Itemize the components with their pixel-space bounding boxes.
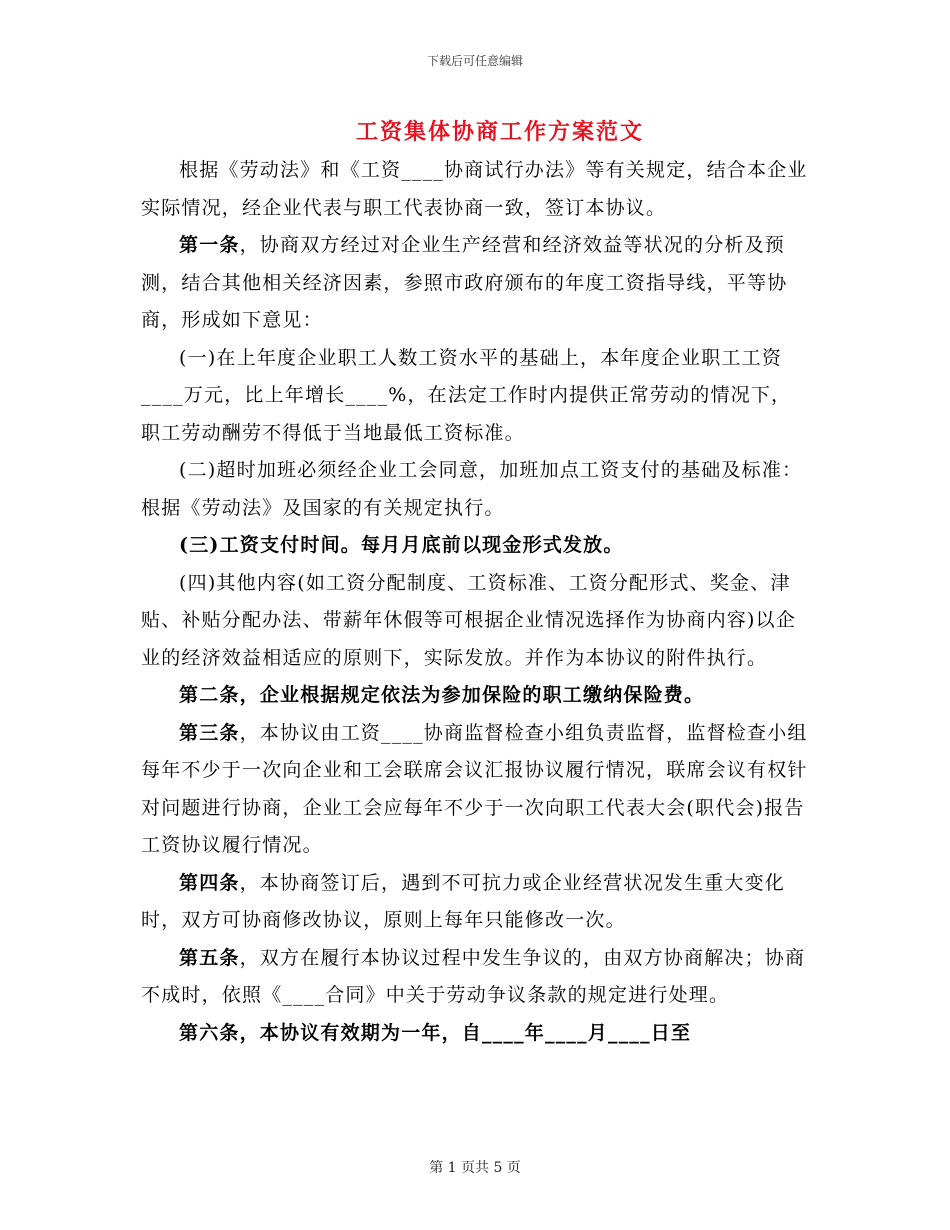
paragraph-text: ，协商双方经过对企业生产经营和经济效益等状况的分析及预测，结合其他相关经济因素，参照市政府颁布的年度工资指导线，平等协商，形成如下意见： [141, 234, 788, 331]
page-number: 第 1 页共 5 页 [429, 1160, 521, 1176]
paragraph-text: (一)在上年度企业职工人数工资水平的基础上，本年度企业职工工资____万元，比上年增长____%，在法定工作时内提供正常劳动的情况下，职工劳动酬劳不得低于当地最低工资标准。 [141, 346, 792, 444]
header-note: 下载后可任意编辑 [426, 54, 523, 68]
paragraph-text: ，双方在履行本协议过程中发生争议的，由双方协商解决；协商不成时，依照《____合同》中关于劳动争议条款的规定进行处理。 [141, 946, 806, 1006]
paragraph-text: (二)超时加班必须经企业工会同意，加班加点工资支付的基础及标准：根据《劳动法》及国家的有关规定执行。 [141, 459, 803, 519]
document-title: 工资集体协商工作方案范文 [355, 119, 644, 145]
article-heading: 第一条 [179, 234, 240, 256]
article-heading: 第五条 [179, 946, 240, 969]
article-2 [141, 677, 811, 715]
paragraph-text: ，本协商签订后，遇到不可抗力或企业经营状况发生重大变化时，双方可协商修改协议，原则上每年只能修改一次。 [141, 871, 786, 931]
paragraph-text: 第二条，企业根据规定依法为参加保险的职工缴纳保险费。 [179, 684, 705, 706]
paragraph-text: ，本协议由工资____协商监督检查小组负责监督，监督检查小组每年不少于一次向企业和工会联席会议汇报协议履行情况，联席会议有权针对问题进行协商，企业工会应每年不少于一次向职工代表大会(职代会)报告工资协议履行情况。 [141, 721, 808, 856]
article-heading: 第三条 [179, 721, 240, 744]
item-2 [141, 452, 811, 527]
article-heading: 第四条 [179, 871, 240, 894]
article-4 [141, 865, 811, 940]
article-3 [141, 715, 811, 865]
paragraph-intro [141, 152, 811, 227]
paragraph-text: (三)工资支付时间。每月月底前以现金形式发放。 [179, 534, 624, 556]
paragraph-text: 第六条，本协议有效期为一年，自____年____月____日至 [179, 1021, 692, 1044]
article-6 [141, 1015, 811, 1053]
item-1 [141, 340, 811, 453]
paragraph-text: 根据《劳动法》和《工资____协商试行办法》等有关规定，结合本企业实际情况，经企业代表与职工代表协商一致，签订本协议。 [141, 159, 808, 219]
article-1 [141, 227, 811, 340]
document-body [141, 152, 811, 1052]
item-4 [141, 565, 811, 678]
paragraph-text: (四)其他内容(如工资分配制度、工资标准、工资分配形式、奖金、津贴、补贴分配办法、带薪年休假等可根据企业情况选择作为协商内容)以企业的经济效益相适应的原则下，实际发放。并作为本协议的附件执行。 [141, 571, 797, 669]
item-3 [141, 527, 811, 565]
article-5 [141, 940, 811, 1015]
